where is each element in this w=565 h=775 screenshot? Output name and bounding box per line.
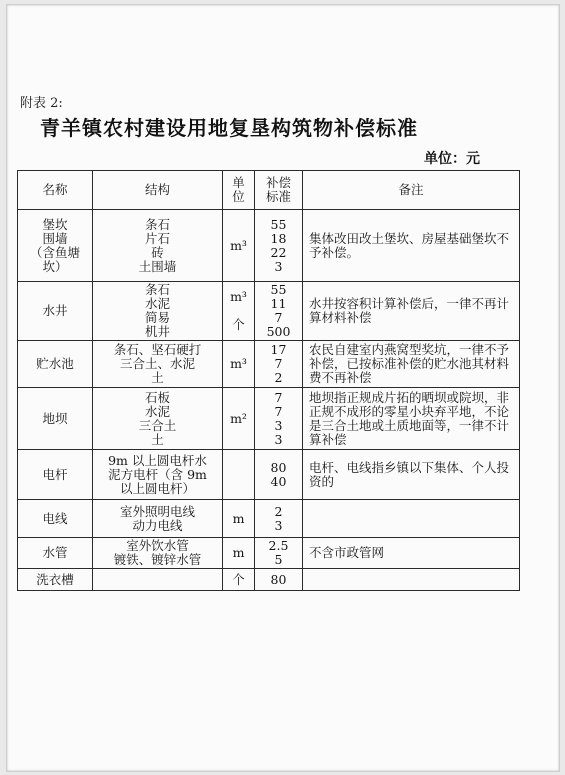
cell-structure	[93, 450, 223, 500]
table-row	[18, 341, 520, 388]
attachment-label: 附表 2:	[20, 96, 63, 111]
structure-item: 条石	[144, 216, 170, 232]
unit-item: 个	[232, 571, 245, 587]
table-row	[18, 450, 520, 500]
cell-structure	[93, 569, 223, 591]
value-item: 2	[274, 503, 283, 519]
value-item: 80	[270, 459, 287, 475]
table-row	[18, 500, 520, 538]
value-item: 2.5	[268, 538, 289, 553]
cell-value	[255, 341, 303, 388]
cell-structure	[93, 210, 223, 282]
value-item: 11	[270, 296, 287, 311]
cell-name: 堡坎 围墙 （含鱼塘 坎）	[18, 210, 93, 282]
structure-item: 动力电线	[132, 517, 183, 533]
cell-name: 地坝	[18, 388, 93, 450]
table-row	[18, 569, 520, 591]
cell-unit	[223, 341, 255, 388]
cell-name: 水井	[18, 282, 93, 341]
structure-item: 水泥	[144, 296, 170, 311]
cell-name: 洗衣槽	[18, 569, 93, 591]
structure-item: 砖	[151, 244, 164, 260]
value-item: 40	[270, 473, 287, 489]
value-item: 3	[274, 417, 283, 433]
cell-remark: 水井按容积计算补偿后，一律不再计算材料补偿	[303, 282, 520, 341]
cell-remark: 农民自建室内燕窝型奖坑，一律不予补偿，已按标准补偿的贮水池其材料费不再补偿	[303, 341, 520, 388]
table-row	[18, 388, 520, 450]
structure-item: 机井	[144, 324, 170, 339]
structure-item: 片石	[144, 230, 170, 246]
value-item: 500	[266, 324, 291, 339]
cell-value	[255, 500, 303, 538]
cell-value	[255, 388, 303, 450]
structure-item: 镀铁、镀锌水管	[113, 552, 202, 567]
value-item: 22	[270, 244, 287, 260]
cell-name: 水管	[18, 538, 93, 569]
cell-remark	[303, 500, 520, 538]
value-item: 18	[270, 230, 287, 246]
cell-name: 电杆	[18, 450, 93, 500]
cell-value	[255, 450, 303, 500]
header-name: 名称	[18, 171, 93, 210]
cell-value	[255, 538, 303, 569]
cell-unit	[223, 569, 255, 591]
cell-remark: 集体改田改土堡坎、房屋基础堡坎不予补偿。	[303, 210, 520, 282]
structure-item: 室外照明电线	[119, 503, 195, 519]
header-structure: 结构	[93, 171, 223, 210]
value-item: 7	[274, 310, 283, 325]
value-item: 7	[274, 389, 283, 405]
cell-structure	[93, 538, 223, 569]
cell-remark: 地坝指正规成片拓的晒坝或院坝，非正规不成形的零星小块弃平地，不论是三合土地或土质地面等，一律不计算补偿	[303, 388, 520, 450]
header-unit: 单 位	[223, 171, 255, 210]
value-item: 80	[270, 571, 287, 587]
structure-item: 土围墙	[138, 258, 177, 274]
table-row	[18, 282, 520, 341]
structure-item: 以上圆电杆）	[119, 480, 195, 496]
cell-name: 电线	[18, 500, 93, 538]
cell-unit	[223, 282, 255, 341]
value-item: 3	[274, 431, 283, 447]
value-item: 3	[274, 517, 283, 533]
cell-remark: 电杆、电线指乡镇以下集体、个人投资的	[303, 450, 520, 500]
cell-structure	[93, 500, 223, 538]
structure-item: 条石、坚石硬打	[113, 342, 202, 357]
unit-item	[226, 468, 251, 482]
table-row	[18, 210, 520, 282]
structure-item: 水泥	[144, 403, 170, 419]
value-item: 17	[270, 342, 287, 357]
cell-unit	[223, 538, 255, 569]
cell-unit	[223, 388, 255, 450]
cell-name: 贮水池	[18, 341, 93, 388]
unit-item: m³	[230, 289, 247, 304]
unit-item: m	[232, 510, 245, 526]
structure-item: 土	[151, 431, 164, 447]
structure-item: 室外饮水管	[126, 538, 189, 553]
cell-unit	[223, 500, 255, 538]
structure-item: 9m 以上圆电杆水	[108, 452, 207, 468]
cell-value	[255, 282, 303, 341]
unit-item: 个	[232, 317, 245, 332]
cell-remark: 不含市政管网	[303, 538, 520, 569]
header-compensation: 补偿 标准	[255, 171, 303, 210]
structure-item: 条石	[144, 282, 170, 297]
cell-structure	[93, 282, 223, 341]
structure-item	[96, 573, 219, 587]
value-item: 55	[270, 216, 287, 232]
structure-item: 三合土、水泥	[119, 356, 195, 371]
cell-unit	[223, 450, 255, 500]
table-header-row	[18, 171, 520, 210]
value-item: 7	[274, 356, 283, 371]
compensation-table	[17, 170, 520, 591]
unit-item: m	[232, 545, 245, 560]
unit-item: m³	[230, 237, 247, 253]
page-title: 青羊镇农村建设用地复垦构筑物补偿标准	[40, 116, 418, 140]
value-item: 2	[274, 370, 283, 385]
structure-item: 简易	[144, 310, 170, 325]
unit-label: 单位：元	[424, 151, 480, 167]
cell-structure	[93, 388, 223, 450]
cell-structure	[93, 341, 223, 388]
unit-item	[226, 304, 251, 318]
structure-item: 土	[151, 370, 164, 385]
unit-item: m³	[230, 356, 247, 371]
structure-item: 三合土	[138, 417, 177, 433]
cell-value	[255, 210, 303, 282]
unit-item: m²	[230, 410, 247, 426]
value-item: 5	[274, 552, 283, 567]
cell-remark	[303, 569, 520, 591]
table-row	[18, 538, 520, 569]
cell-value	[255, 569, 303, 591]
value-item: 55	[270, 282, 287, 297]
value-item: 7	[274, 403, 283, 419]
structure-item: 石板	[144, 389, 170, 405]
value-item: 3	[274, 258, 283, 274]
structure-item: 泥方电杆（含 9m	[108, 466, 207, 482]
header-remarks: 备注	[303, 171, 520, 210]
cell-unit	[223, 210, 255, 282]
